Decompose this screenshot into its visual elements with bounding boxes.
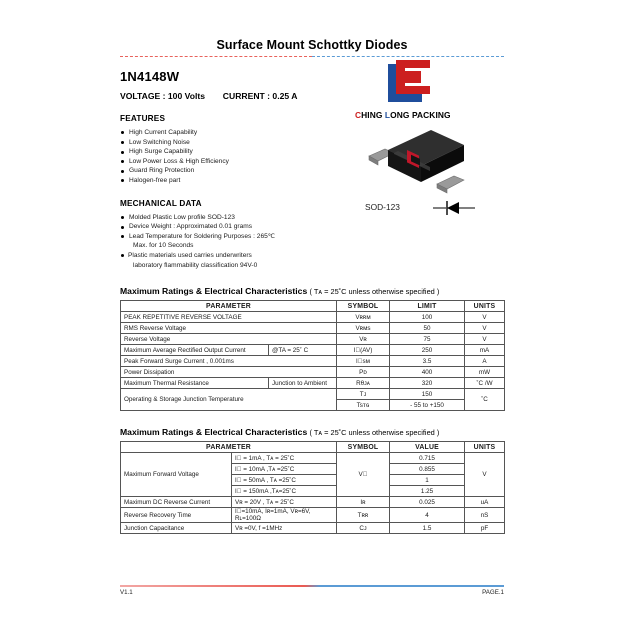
table2-condition: ( Tᴀ = 25˚C unless otherwise specified ): [309, 428, 440, 438]
cell-units: nS: [465, 508, 505, 523]
list-item: Molded Plastic Low profile SOD-123: [120, 213, 504, 223]
cell-units: mW: [465, 367, 505, 378]
cell-limit: 3.5: [390, 356, 465, 367]
list-item: Plastic materials used carries underwriters: [120, 251, 504, 261]
brand-initial-c: C: [355, 110, 362, 120]
cell-parameter: Peak Forward Surge Current , 0.001ms: [121, 356, 337, 367]
page-title: Surface Mount Schottky Diodes: [216, 38, 408, 52]
cell-parameter: Maximum Forward Voltage: [121, 453, 232, 497]
cell-symbol: Vʀ: [337, 334, 390, 345]
divider-red-segment: [120, 56, 312, 59]
cell-limit: 100: [390, 312, 465, 323]
cell-symbol: I (AV): [337, 345, 390, 356]
cell-condition: I = 150mA ,Tᴀ=25˚C: [232, 486, 337, 497]
table2-title: Maximum Ratings & Electrical Characteristics: [120, 427, 308, 438]
cell-units: V: [465, 323, 505, 334]
cell-units: V: [465, 312, 505, 323]
divider-blue-segment: [312, 56, 504, 59]
table-row: [121, 312, 505, 323]
table-row: [121, 345, 505, 356]
col-symbol: SYMBOL: [337, 301, 390, 312]
table-row: [121, 508, 505, 523]
cell-condition: I = 1mA , Tᴀ = 25˚C: [232, 453, 337, 464]
cell-condition: I = 10mA ,Tᴀ =25˚C: [232, 464, 337, 475]
cell-parameter: PEAK REPETITIVE REVERSE VOLTAGE: [121, 312, 337, 323]
table-row: [121, 523, 505, 534]
cell-units: A: [465, 356, 505, 367]
sod123-package-illustration: [363, 130, 488, 200]
list-item: Lead Temperature for Soldering Purposes : 265℃: [120, 232, 504, 242]
col-units: UNITS: [465, 442, 505, 453]
cell-limit: 50: [390, 323, 465, 334]
list-item-continuation: Max. for 10 Seconds: [133, 242, 194, 250]
cell-parameter: RMS Reverse Voltage: [121, 323, 337, 334]
table-header-row: [121, 442, 505, 453]
cell-condition: Vʀ =0V, f =1MHz: [232, 523, 337, 534]
cell-condition: @TA = 25˚ C: [269, 345, 337, 356]
table-row: [121, 389, 505, 400]
cell-symbol: Vʀʀᴍ: [337, 312, 390, 323]
cell-value: 1: [390, 475, 465, 486]
cell-condition: I =10mA, Iʀ=1mA, Vʀ=6V, Rʟ=100Ω: [232, 508, 337, 523]
cell-symbol: I sᴍ: [337, 356, 390, 367]
cell-value: 0.715: [390, 453, 465, 464]
cell-parameter: Maximum Thermal Resistance: [121, 378, 269, 389]
table2-heading: [120, 427, 504, 437]
col-units: UNITS: [465, 301, 505, 312]
cell-symbol: Pᴅ: [337, 367, 390, 378]
part-number: 1N4148W: [120, 69, 180, 84]
list-item: High Surge Capability: [120, 147, 504, 157]
cell-parameter: Operating & Storage Junction Temperature: [121, 389, 337, 411]
cell-parameter: Reverse Voltage: [121, 334, 337, 345]
list-item: Halogen-free part: [120, 176, 504, 186]
cell-condition: Vʀ = 20V , Tᴀ = 25˚C: [232, 497, 337, 508]
cell-symbol: Tᴊ: [337, 389, 390, 400]
cell-symbol: Vʀᴍs: [337, 323, 390, 334]
list-item: Low Power Loss & High Efficiency: [120, 157, 504, 167]
voltage-spec: VOLTAGE : 100 Volts: [120, 91, 205, 101]
cell-units: mA: [465, 345, 505, 356]
cell-limit: - 55 to +150: [390, 400, 465, 411]
title-divider: [120, 56, 504, 59]
table1-condition: ( Tᴀ = 25˚C unless otherwise specified ): [309, 287, 440, 297]
cell-limit: 250: [390, 345, 465, 356]
max-ratings-table-1: [120, 300, 505, 411]
table-row: [121, 378, 505, 389]
cell-limit: 400: [390, 367, 465, 378]
footer-divider: [120, 585, 504, 587]
cell-value: 0.855: [390, 464, 465, 475]
table1-title: Maximum Ratings & Electrical Characteristics: [120, 286, 308, 297]
table-row: [121, 367, 505, 378]
col-parameter: PARAMETER: [121, 301, 337, 312]
cell-symbol: V: [337, 453, 390, 497]
features-heading: FEATURES: [120, 114, 166, 123]
col-parameter: PARAMETER: [121, 442, 337, 453]
cell-value: 1.25: [390, 486, 465, 497]
cell-parameter: Reverse Recovery Time: [121, 508, 232, 523]
cell-value: 4: [390, 508, 465, 523]
package-label: SOD-123: [365, 202, 400, 212]
cell-units: V: [465, 334, 505, 345]
brand-and-package-art: [355, 60, 505, 230]
logo-inner-red-bar: [405, 71, 421, 83]
list-item: Guard Ring Protection: [120, 166, 504, 176]
cell-units: pF: [465, 523, 505, 534]
table1-heading: [120, 286, 504, 296]
table-header-row: [121, 301, 505, 312]
list-item: Device Weight : Approximated 0.01 grams: [120, 222, 504, 232]
brand-text-hing: HING: [361, 110, 385, 120]
cell-symbol: Cᴊ: [337, 523, 390, 534]
max-ratings-table-2: [120, 441, 505, 534]
brand-text-ong-packing: ONG PACKING: [390, 110, 451, 120]
cell-symbol: Iʀ: [337, 497, 390, 508]
brand-name: [355, 110, 505, 120]
table-row: [121, 453, 505, 464]
current-spec: CURRENT : 0.25 A: [222, 91, 298, 101]
cell-symbol: Tsᴛɢ: [337, 400, 390, 411]
ching-long-c-logo-icon: [388, 60, 430, 102]
table-row: [121, 497, 505, 508]
cell-parameter: Maximum Average Rectified Output Current: [121, 345, 269, 356]
cell-value: 0.025: [390, 497, 465, 508]
brand-initial-l: L: [384, 110, 391, 120]
cell-units: uA: [465, 497, 505, 508]
cell-limit: 75: [390, 334, 465, 345]
cell-limit: 150: [390, 389, 465, 400]
table-row: [121, 356, 505, 367]
cell-limit: 320: [390, 378, 465, 389]
table-row: [121, 334, 505, 345]
col-value: VALUE: [390, 442, 465, 453]
list-item-continuation: laboratory flammability classification 94V-0: [133, 261, 258, 269]
cell-units: ˚C /W: [465, 378, 505, 389]
list-item: Low Switching Noise: [120, 138, 504, 148]
table-row: [121, 323, 505, 334]
page-number: PAGE.1: [482, 589, 504, 596]
cell-condition: I = 50mA , Tᴀ =25˚C: [232, 475, 337, 486]
cell-symbol: Rθᴊᴀ: [337, 378, 390, 389]
cell-symbol: Tʀʀ: [337, 508, 390, 523]
cell-parameter: Maximum DC Reverse Current: [121, 497, 232, 508]
cell-parameter: Junction Capacitance: [121, 523, 232, 534]
diode-schematic-symbol-icon: [433, 200, 475, 216]
document-version: V1.1: [120, 589, 133, 596]
list-item: High Current Capability: [120, 128, 504, 138]
cell-condition: Junction to Ambient: [269, 378, 337, 389]
cell-units: ˚C: [465, 389, 505, 411]
footer: [120, 589, 504, 596]
cell-units: V: [465, 453, 505, 497]
col-symbol: SYMBOL: [337, 442, 390, 453]
col-limit: LIMIT: [390, 301, 465, 312]
cell-parameter: Power Dissipation: [121, 367, 337, 378]
cell-value: 1.5: [390, 523, 465, 534]
mechanical-heading: MECHANICAL DATA: [120, 198, 202, 208]
